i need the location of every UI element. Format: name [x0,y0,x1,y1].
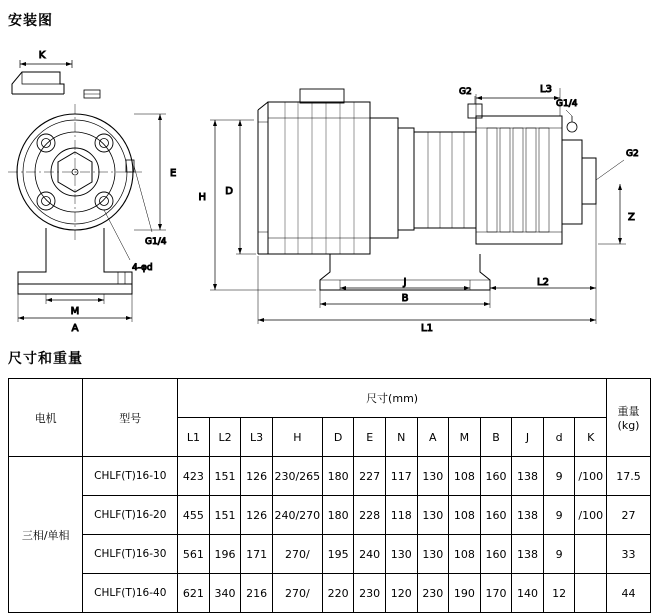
cell-h: 270/ [272,535,322,574]
cell-e: 227 [354,457,386,496]
svg-text:L3: L3 [540,84,552,95]
svg-text:E: E [170,168,177,179]
header-weight-label: 重量 [617,405,640,418]
cell-b: 170 [480,574,512,613]
cell-l1: 621 [178,574,210,613]
svg-text:G2: G2 [626,149,639,159]
table-header-row-1 [9,379,651,418]
cell-l1: 423 [178,457,210,496]
cell-k [575,574,607,613]
cell-n: 130 [385,535,417,574]
header-col-l2: L2 [209,418,241,457]
model-cell: CHLF(T)16-40 [83,574,178,613]
cell-n: 120 [385,574,417,613]
header-col-l3: L3 [241,418,273,457]
pump-dimension-drawing [0,32,659,332]
header-col-d-small: d [543,418,575,457]
cell-k: /100 [575,496,607,535]
table-row [9,574,651,613]
header-col-d: D [322,418,354,457]
svg-text:H: H [198,192,206,203]
cell-m: 108 [449,457,481,496]
cell-k: /100 [575,457,607,496]
cell-j: 138 [512,535,544,574]
cell-l1: 455 [178,496,210,535]
cell-l3: 126 [241,457,273,496]
cell-d: 220 [322,574,354,613]
cell-h: 230/265 [272,457,322,496]
svg-text:G1/4: G1/4 [556,99,578,109]
cell-h: 240/270 [272,496,322,535]
cell-a: 230 [417,574,449,613]
header-col-j: J [512,418,544,457]
svg-text:Z: Z [628,212,635,223]
cell-b: 160 [480,457,512,496]
svg-text:L2: L2 [537,277,549,288]
header-weight-unit: (kg) [617,419,640,432]
header-col-h: H [272,418,322,457]
svg-text:B: B [401,293,409,304]
model-cell: CHLF(T)16-20 [83,496,178,535]
svg-text:L1: L1 [421,323,433,332]
cell-l3: 216 [241,574,273,613]
cell-b: 160 [480,535,512,574]
cell-l1: 561 [178,535,210,574]
cell-m: 108 [449,535,481,574]
table-row [9,496,651,535]
cell-e: 228 [354,496,386,535]
header-col-a: A [417,418,449,457]
header-dimensions-group: 尺寸(mm) [178,379,607,418]
svg-text:4-φd: 4-φd [132,263,153,273]
svg-text:J: J [403,277,407,288]
header-col-m: M [449,418,481,457]
cell-l3: 171 [241,535,273,574]
cell-d: 180 [322,457,354,496]
svg-text:A: A [71,323,79,332]
svg-text:D: D [225,186,233,197]
header-col-l1: L1 [178,418,210,457]
cell-l2: 196 [209,535,241,574]
header-col-b: B [480,418,512,457]
cell-k [575,535,607,574]
cell-l2: 340 [209,574,241,613]
table-row [9,535,651,574]
header-col-e: E [354,418,386,457]
cell-weight: 33 [607,535,651,574]
cell-e: 240 [354,535,386,574]
cell-weight: 27 [607,496,651,535]
cell-l3: 126 [241,496,273,535]
cell-n: 118 [385,496,417,535]
model-cell: CHLF(T)16-10 [83,457,178,496]
cell-l2: 151 [209,457,241,496]
cell-d-small: 9 [543,496,575,535]
cell-j: 138 [512,457,544,496]
cell-d: 180 [322,496,354,535]
cell-e: 230 [354,574,386,613]
cell-weight: 17.5 [607,457,651,496]
cell-m: 108 [449,496,481,535]
header-weight [607,379,651,457]
header-col-n: N [385,418,417,457]
cell-a: 130 [417,457,449,496]
cell-d-small: 12 [543,574,575,613]
dimensions-table [8,378,651,613]
header-motor: 电机 [9,379,83,457]
model-cell: CHLF(T)16-30 [83,535,178,574]
svg-text:G1/4: G1/4 [145,237,167,247]
cell-a: 130 [417,535,449,574]
dimensions-weight-heading: 尺寸和重量 [8,351,83,367]
cell-d-small: 9 [543,457,575,496]
cell-weight: 44 [607,574,651,613]
table-row [9,457,651,496]
installation-drawing-heading: 安装图 [8,13,53,29]
svg-text:G2: G2 [459,87,472,97]
cell-d-small: 9 [543,535,575,574]
cell-j: 140 [512,574,544,613]
cell-a: 130 [417,496,449,535]
header-col-k: K [575,418,607,457]
cell-h: 270/ [272,574,322,613]
svg-text:M: M [70,306,80,317]
motor-group-cell: 三相/单相 [9,457,83,613]
installation-drawing [0,32,659,332]
cell-b: 160 [480,496,512,535]
header-model: 型号 [83,379,178,457]
cell-n: 117 [385,457,417,496]
svg-text:K: K [38,50,46,61]
cell-j: 138 [512,496,544,535]
cell-m: 190 [449,574,481,613]
cell-l2: 151 [209,496,241,535]
cell-d: 195 [322,535,354,574]
